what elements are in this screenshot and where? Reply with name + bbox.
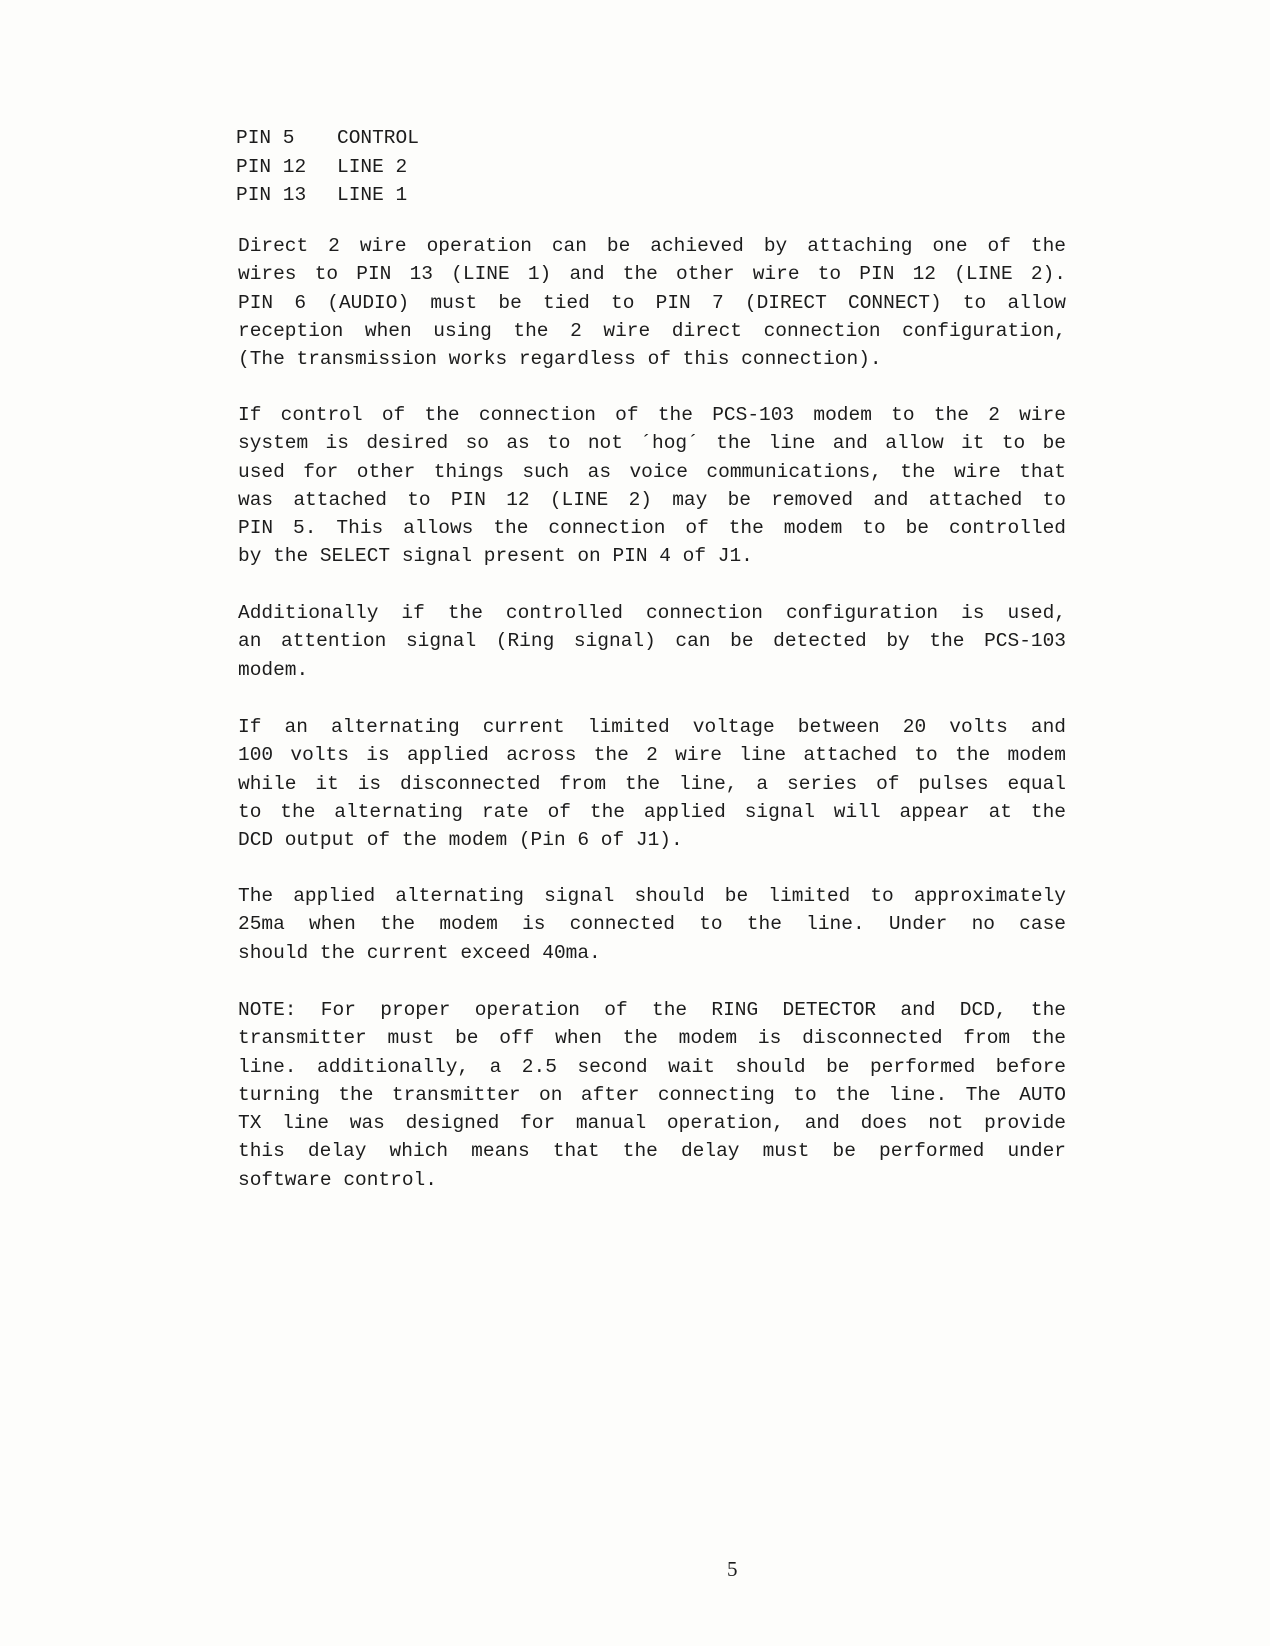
text-line: by the SELECT signal present on PIN 4 of J1. (238, 545, 753, 568)
pin-row (236, 181, 419, 210)
page-number: 5 (727, 1557, 738, 1581)
pin-label: PIN 12 (236, 155, 307, 178)
text-line: NOTE: For proper operation of the RING DETECTOR and DCD, the (238, 999, 1066, 1021)
text-line: an attention signal (Ring signal) can be detected by the PCS-103 (238, 630, 1066, 653)
pin-row (236, 153, 419, 182)
text-line: software control. (238, 1168, 437, 1191)
text-line: wires to PIN 13 (LINE 1) and the other wire to PIN 12 (LINE 2). (238, 263, 1066, 286)
text-line: this delay which means that the delay must be performed under (238, 1140, 1066, 1163)
text-line: Direct 2 wire operation can be achieved by attaching one of the (238, 235, 1066, 257)
text-line: Additionally if the controlled connection configuration is used, (238, 602, 1066, 624)
text-line: TX line was designed for manual operation, and does not provide (238, 1112, 1066, 1135)
text-line: was attached to PIN 12 (LINE 2) may be removed and attached to (238, 488, 1066, 511)
text-line: 25ma when the modem is connected to the line. Under no case (238, 913, 1066, 936)
pin-assignment-table (236, 124, 419, 210)
text-line: to the alternating rate of the applied signal will appear at the (238, 800, 1066, 823)
paragraph-direct-wire (238, 232, 1066, 373)
text-line: If an alternating current limited voltage between 20 volts and (238, 716, 1066, 738)
text-line: used for other things such as voice communications, the wire that (238, 460, 1066, 483)
text-line: PIN 6 (AUDIO) must be tied to PIN 7 (DIRECT CONNECT) to allow (238, 291, 1066, 314)
paragraph-current-limit (238, 882, 1066, 967)
text-line: line. additionally, a 2.5 second wait should be performed before (238, 1055, 1066, 1078)
text-line: transmitter must be off when the modem is disconnected from the (238, 1027, 1066, 1050)
text-line: If control of the connection of the PCS-103 modem to the 2 wire (238, 404, 1066, 426)
pin-row (236, 124, 419, 153)
pin-signal: LINE 2 (337, 155, 408, 178)
text-line: should the current exceed 40ma. (238, 941, 601, 964)
pin-signal: CONTROL (337, 127, 419, 149)
paragraph-note (238, 996, 1066, 1194)
pin-label: PIN 5 (236, 127, 295, 149)
text-line: while it is disconnected from the line, a series of pulses equal (238, 772, 1066, 795)
paragraph-alternating-current (238, 713, 1066, 854)
text-line: The applied alternating signal should be limited to approximately (238, 885, 1066, 907)
text-line: (The transmission works regardless of this connection). (238, 348, 882, 371)
text-line: modem. (238, 658, 309, 681)
text-line: 100 volts is applied across the 2 wire line attached to the modem (238, 744, 1066, 767)
paragraph-ring-signal (238, 599, 1066, 684)
text-line: PIN 5. This allows the connection of the modem to be controlled (238, 517, 1066, 540)
paragraph-connection-control (238, 401, 1066, 571)
text-line: turning the transmitter on after connecting to the line. The AUTO (238, 1083, 1066, 1106)
pin-signal: LINE 1 (337, 184, 408, 206)
text-line: system is desired so as to not ´hog´ the line and allow it to be (238, 432, 1066, 455)
text-line: DCD output of the modem (Pin 6 of J1). (238, 829, 683, 852)
text-line: reception when using the 2 wire direct connection configuration, (238, 319, 1066, 342)
pin-label: PIN 13 (236, 184, 307, 206)
